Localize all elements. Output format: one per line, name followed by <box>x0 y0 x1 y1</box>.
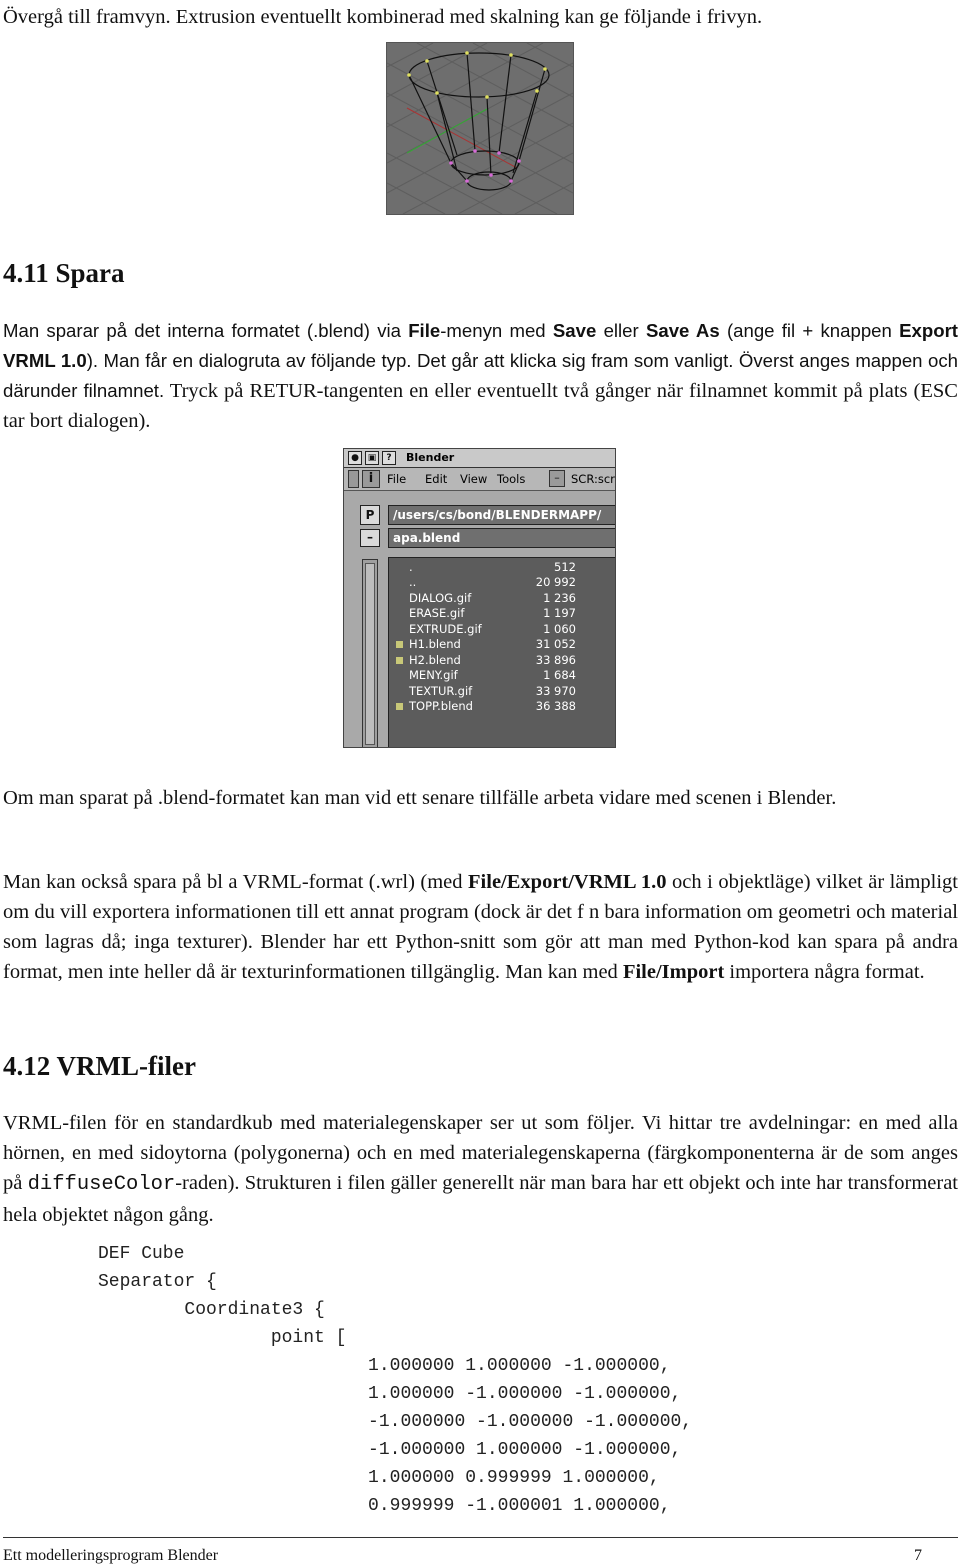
code-line: DEF Cube <box>98 1244 185 1264</box>
menu-edit[interactable]: Edit <box>425 472 448 486</box>
code-line: 1.000000 -1.000000 -1.000000, <box>98 1384 682 1404</box>
menu-tools[interactable]: Tools <box>497 472 526 486</box>
blender-titlebar <box>344 449 615 468</box>
screen-menu-button[interactable]: – <box>549 470 565 487</box>
file-row[interactable]: DIALOG.gif 1 236 <box>409 591 576 605</box>
code-line: point [ <box>98 1328 347 1348</box>
code-block <box>98 1240 692 1520</box>
page-number: 7 <box>914 1547 922 1564</box>
help-icon[interactable]: ? <box>382 451 396 465</box>
paragraph-spara: Man sparar på det interna formatet (.blend) via File-menyn med Save eller Save As (ange fil + knappen Export VRML 1.0). Man får en dialogruta av följande typ. Det går att klicka sig fram som vanligt. Överst anges mappen och därunder filnamnet. Tryck på RETUR-tangenten en eller eventuellt två gånger när filnamnet kommit på plats (ESC tar bort dialogen). <box>3 320 958 432</box>
paragraph-blend-format: Om man sparat på .blend-formatet kan man vid ett senare tillfälle arbeta vidare med scenen i Blender. <box>3 787 837 809</box>
filename-field[interactable]: apa.blend <box>388 528 616 548</box>
section-heading-spara: 4.11 Spara <box>3 258 125 288</box>
section-heading-vrml: 4.12 VRML-filer <box>3 1051 196 1081</box>
blend-file-marker <box>396 703 403 710</box>
blend-file-marker <box>396 657 403 664</box>
wireframe-figure <box>386 42 574 215</box>
menubar-handle <box>348 470 359 488</box>
file-list <box>388 557 616 748</box>
file-row[interactable]: MENY.gif 1 684 <box>409 668 576 682</box>
blend-file-marker <box>396 641 403 648</box>
parent-dir-button[interactable]: P <box>360 505 380 525</box>
file-list-scrollbar[interactable] <box>362 559 378 748</box>
footer-title: Ett modelleringsprogram Blender <box>3 1547 219 1564</box>
paragraph-vrml-file: VRML-filen för en standardkub med materialegenskaper ser ut som följer. Vi hittar tre avdelningar: en med alla hörnen, en med sidoytorna (polygonerna) och en med materialegenskaperna (färgkomponenterna är de som anges på diffuseColor-raden). Strukturen i filen gäller generellt när man bara har ett objekt och inte har transformerat hela objektet någon gång. <box>3 1112 958 1226</box>
window-menu-icon[interactable]: ● <box>348 451 362 465</box>
scrollbar-thumb[interactable] <box>365 563 375 745</box>
blender-menubar <box>344 468 615 491</box>
file-row[interactable]: .. 20 992 <box>409 575 576 589</box>
menu-file[interactable]: File <box>387 472 407 486</box>
file-row[interactable]: H1.blend 31 052 <box>389 637 616 652</box>
file-row[interactable]: EXTRUDE.gif 1 060 <box>409 622 576 636</box>
file-row[interactable]: . 512 <box>409 560 576 574</box>
intro-paragraph: Övergå till framvyn. Extrusion eventuellt kombinerad med skalning kan ge följande i frivyn. <box>3 6 763 28</box>
code-line: 1.000000 0.999999 1.000000, <box>98 1468 660 1488</box>
code-line: Coordinate3 { <box>98 1300 325 1320</box>
file-row[interactable]: ERASE.gif 1 197 <box>409 606 576 620</box>
paragraph-vrml-export: Man kan också spara på bl a VRML-format (.wrl) (med File/Export/VRML 1.0 och i objektläge) vilket är lämpligt om du vill exportera informationen till ett annat program (dock är det f n bara information om geometri och material som lagras då; inga texturer). Blender har ett Python-snitt som gör att man med Python-kod kan spara på andra format, men inte heller då är texturinformationen tillgänglig. Man kan med File/Import importera några format. <box>3 871 958 983</box>
code-line: 1.000000 1.000000 -1.000000, <box>98 1356 671 1376</box>
code-line: 0.999999 -1.000001 1.000000, <box>98 1496 671 1516</box>
menu-view[interactable]: View <box>460 472 488 486</box>
wireframe-svg <box>387 43 573 214</box>
file-row[interactable]: TOPP.blend 36 388 <box>389 699 616 714</box>
file-row[interactable]: H2.blend 33 896 <box>389 653 616 668</box>
file-row[interactable]: TEXTUR.gif 33 970 <box>409 684 576 698</box>
screen-selector[interactable]: SCR:scr <box>571 472 615 486</box>
window-title: Blender <box>406 451 455 464</box>
directory-path-field[interactable]: /users/cs/bond/BLENDERMAPP/ <box>388 505 616 525</box>
info-icon[interactable]: i <box>362 470 380 488</box>
maximize-icon[interactable]: ▣ <box>365 451 379 465</box>
code-line: -1.000000 1.000000 -1.000000, <box>98 1440 682 1460</box>
footer-rule <box>3 1537 958 1538</box>
code-line: -1.000000 -1.000000 -1.000000, <box>98 1412 693 1432</box>
code-line: Separator { <box>98 1272 217 1292</box>
blender-file-dialog <box>343 448 616 748</box>
minus-button[interactable]: – <box>360 529 380 547</box>
